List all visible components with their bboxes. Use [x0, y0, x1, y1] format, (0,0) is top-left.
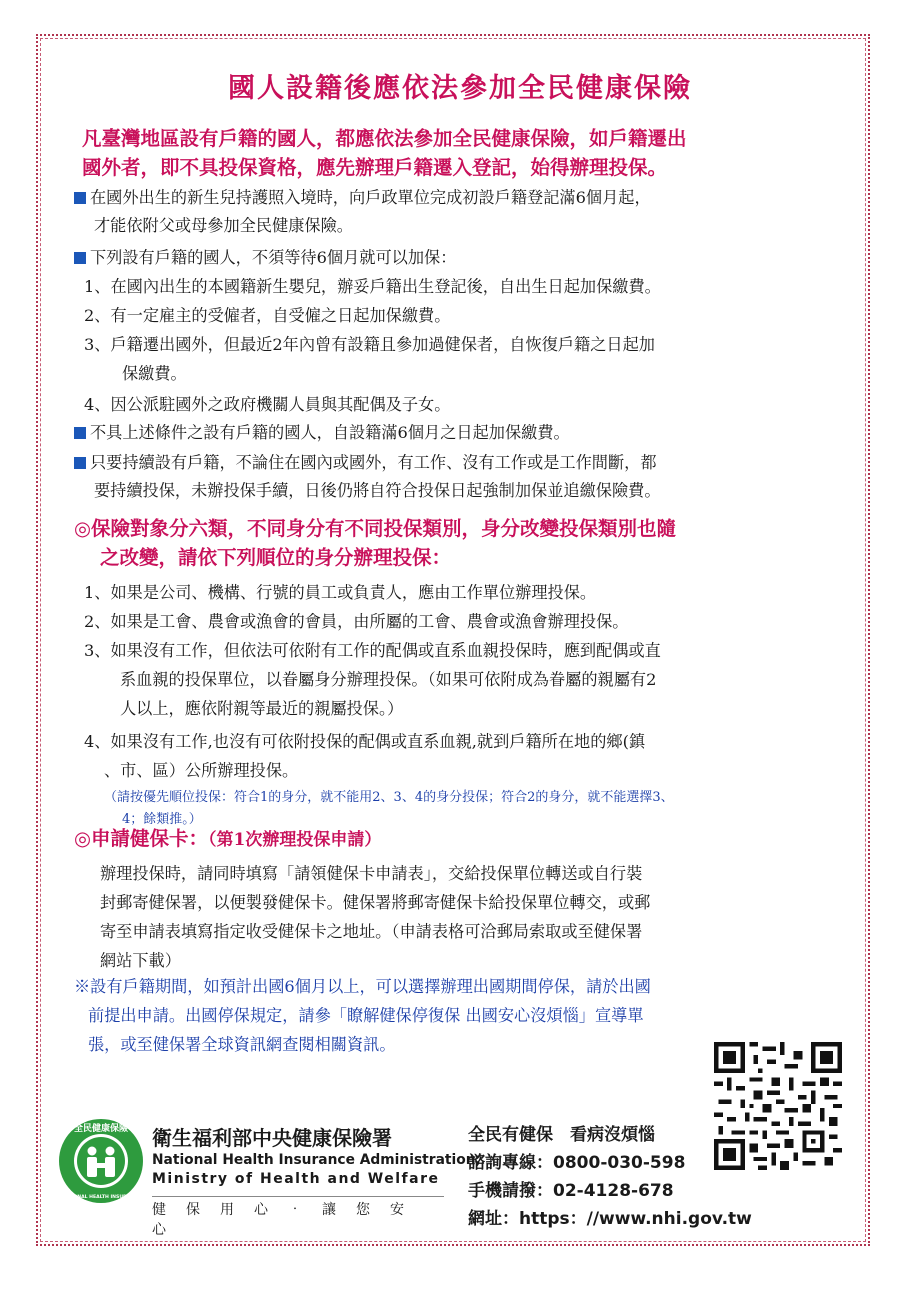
list-item: 3、如果沒有工作，但依法可依附有工作的配偶或直系血親投保時，應到配偶或直 [84, 641, 661, 660]
list-item-continuation: 保繳費。 [122, 364, 187, 383]
section-items [74, 578, 844, 785]
list-item: 1、如果是公司、機構、行號的員工或負責人，應由工作單位辦理投保。 [84, 583, 597, 602]
health-card-body: 辦理投保時，請同時填寫「請領健保卡申請表」，交給投保單位轉送或自行裝 封郵寄健保署，以便製發健保卡。健保署將郵寄健保卡給投保單位轉交，或郵 寄至申請表填寫指定收受健保卡之地址。（申請表格可洽郵局索取或至健保署 網站下載） [100, 864, 651, 970]
org-slogan: 健保用心‧讓您安心 [152, 1196, 444, 1239]
square-bullet-icon [74, 252, 86, 264]
lead-line: 國外者，即不具投保資格，應先辦理戶籍遷入登記，始得辦理投保。 [82, 156, 668, 179]
lead-paragraph [74, 124, 852, 182]
priority-note: （請按優先順位投保：符合1的身分，就不能用2、3、4的身分投保；符合2的身分，就不能選擇3、 4；餘類推。） [104, 790, 674, 827]
rules-list [74, 184, 844, 505]
list-item: 3、戶籍遷出國外，但最近2年內曾有設籍且參加過健保者，自恢復戶籍之日起加 [84, 335, 655, 354]
list-item: 2、有一定雇主的受僱者，自受僱之日起加保繳費。 [84, 306, 451, 325]
logo-text-top: 全民健康保險 [73, 1124, 129, 1134]
bullet-continuation: 要持續投保，未辦投保手續，日後仍將自符合投保日起強制加保並追繳保險費。 [94, 481, 661, 500]
bullet-item: 不具上述條件之設有戶籍的國人，自設籍滿6個月之日起加保繳費。 [74, 419, 844, 447]
list-item-continuation: 、市、區）公所辦理投保。 [104, 761, 299, 780]
list-item: 2、如果是工會、農會或漁會的會員，由所屬的工會、農會或漁會辦理投保。 [84, 612, 629, 631]
section-health-card [74, 824, 844, 975]
square-bullet-icon [74, 427, 86, 439]
bullet-item: 在國外出生的新生兒持護照入境時，向戶政單位完成初設戶籍登記滿6個月起， [74, 184, 844, 212]
website-link[interactable]: 網址：https：//www.nhi.gov.tw [468, 1209, 752, 1229]
nhi-logo-icon [58, 1118, 144, 1204]
bullet-item: 下列設有戶籍的國人，不須等待6個月就可以加保： [74, 244, 844, 272]
org-name-zh: 衛生福利部中央健康保險署 [152, 1126, 392, 1150]
mobile-hotline: 手機請撥：02-4128-678 [468, 1181, 674, 1201]
section-heading: ◎保險對象分六類，不同身分有不同投保類別，身分改變投保類別也隨 之改變，請依下列順位的身分辦理投保： [74, 517, 677, 569]
square-bullet-icon [74, 192, 86, 204]
bullet-continuation: 才能依附父或母參加全民健康保險。 [94, 216, 353, 235]
org-name-en-line1: National Health Insurance Administration, [152, 1152, 481, 1168]
page-title: 國人設籍後應依法參加全民健康保險 [228, 73, 692, 104]
section-insured-categories [74, 514, 844, 831]
lead-line: 凡臺灣地區設有戶籍的國人，都應依法參加全民健康保險，如戶籍遷出 [82, 127, 687, 150]
list-item-continuation: 人以上，應依附親等最近的親屬投保。） [120, 699, 404, 718]
qr-code-icon [714, 1042, 842, 1170]
tagline: 全民有健保 看病沒煩惱 [468, 1125, 655, 1145]
list-item: 4、如果沒有工作,也沒有可依附投保的配偶或直系血親,就到戶籍所在地的鄉(鎮 [84, 732, 646, 751]
square-bullet-icon [74, 457, 86, 469]
hotline: 諮詢專線：0800-030-598 [468, 1153, 686, 1173]
logo-text-bottom: NATIONAL HEALTH INSURANCE [61, 1195, 141, 1200]
bullet-item: 只要持續設有戶籍，不論住在國內或國外，有工作、沒有工作或是工作間斷，都 [74, 449, 844, 477]
section-heading: ◎申請健保卡：（第1次辦理投保申請） [74, 827, 382, 850]
list-item: 1、在國內出生的本國籍新生嬰兒，辦妥戶籍出生登記後，自出生日起加保繳費。 [84, 277, 661, 296]
overseas-notice: ※設有戶籍期間，如預計出國6個月以上，可以選擇辦理出國期間停保，請於出國 前提出申請。出國停保規定，請參「瞭解健保停復保 出國安心沒煩惱」宣導單 張，或至健保署全球資訊網查閱相關資訊。 [74, 977, 651, 1054]
list-item-continuation: 系血親的投保單位，以眷屬身分辦理投保。（如果可依附成為眷屬的親屬有2 [120, 670, 657, 689]
org-name-en-line2: Ministry of Health and Welfare [152, 1171, 440, 1187]
list-item: 4、因公派駐國外之政府機關人員與其配偶及子女。 [84, 395, 451, 414]
